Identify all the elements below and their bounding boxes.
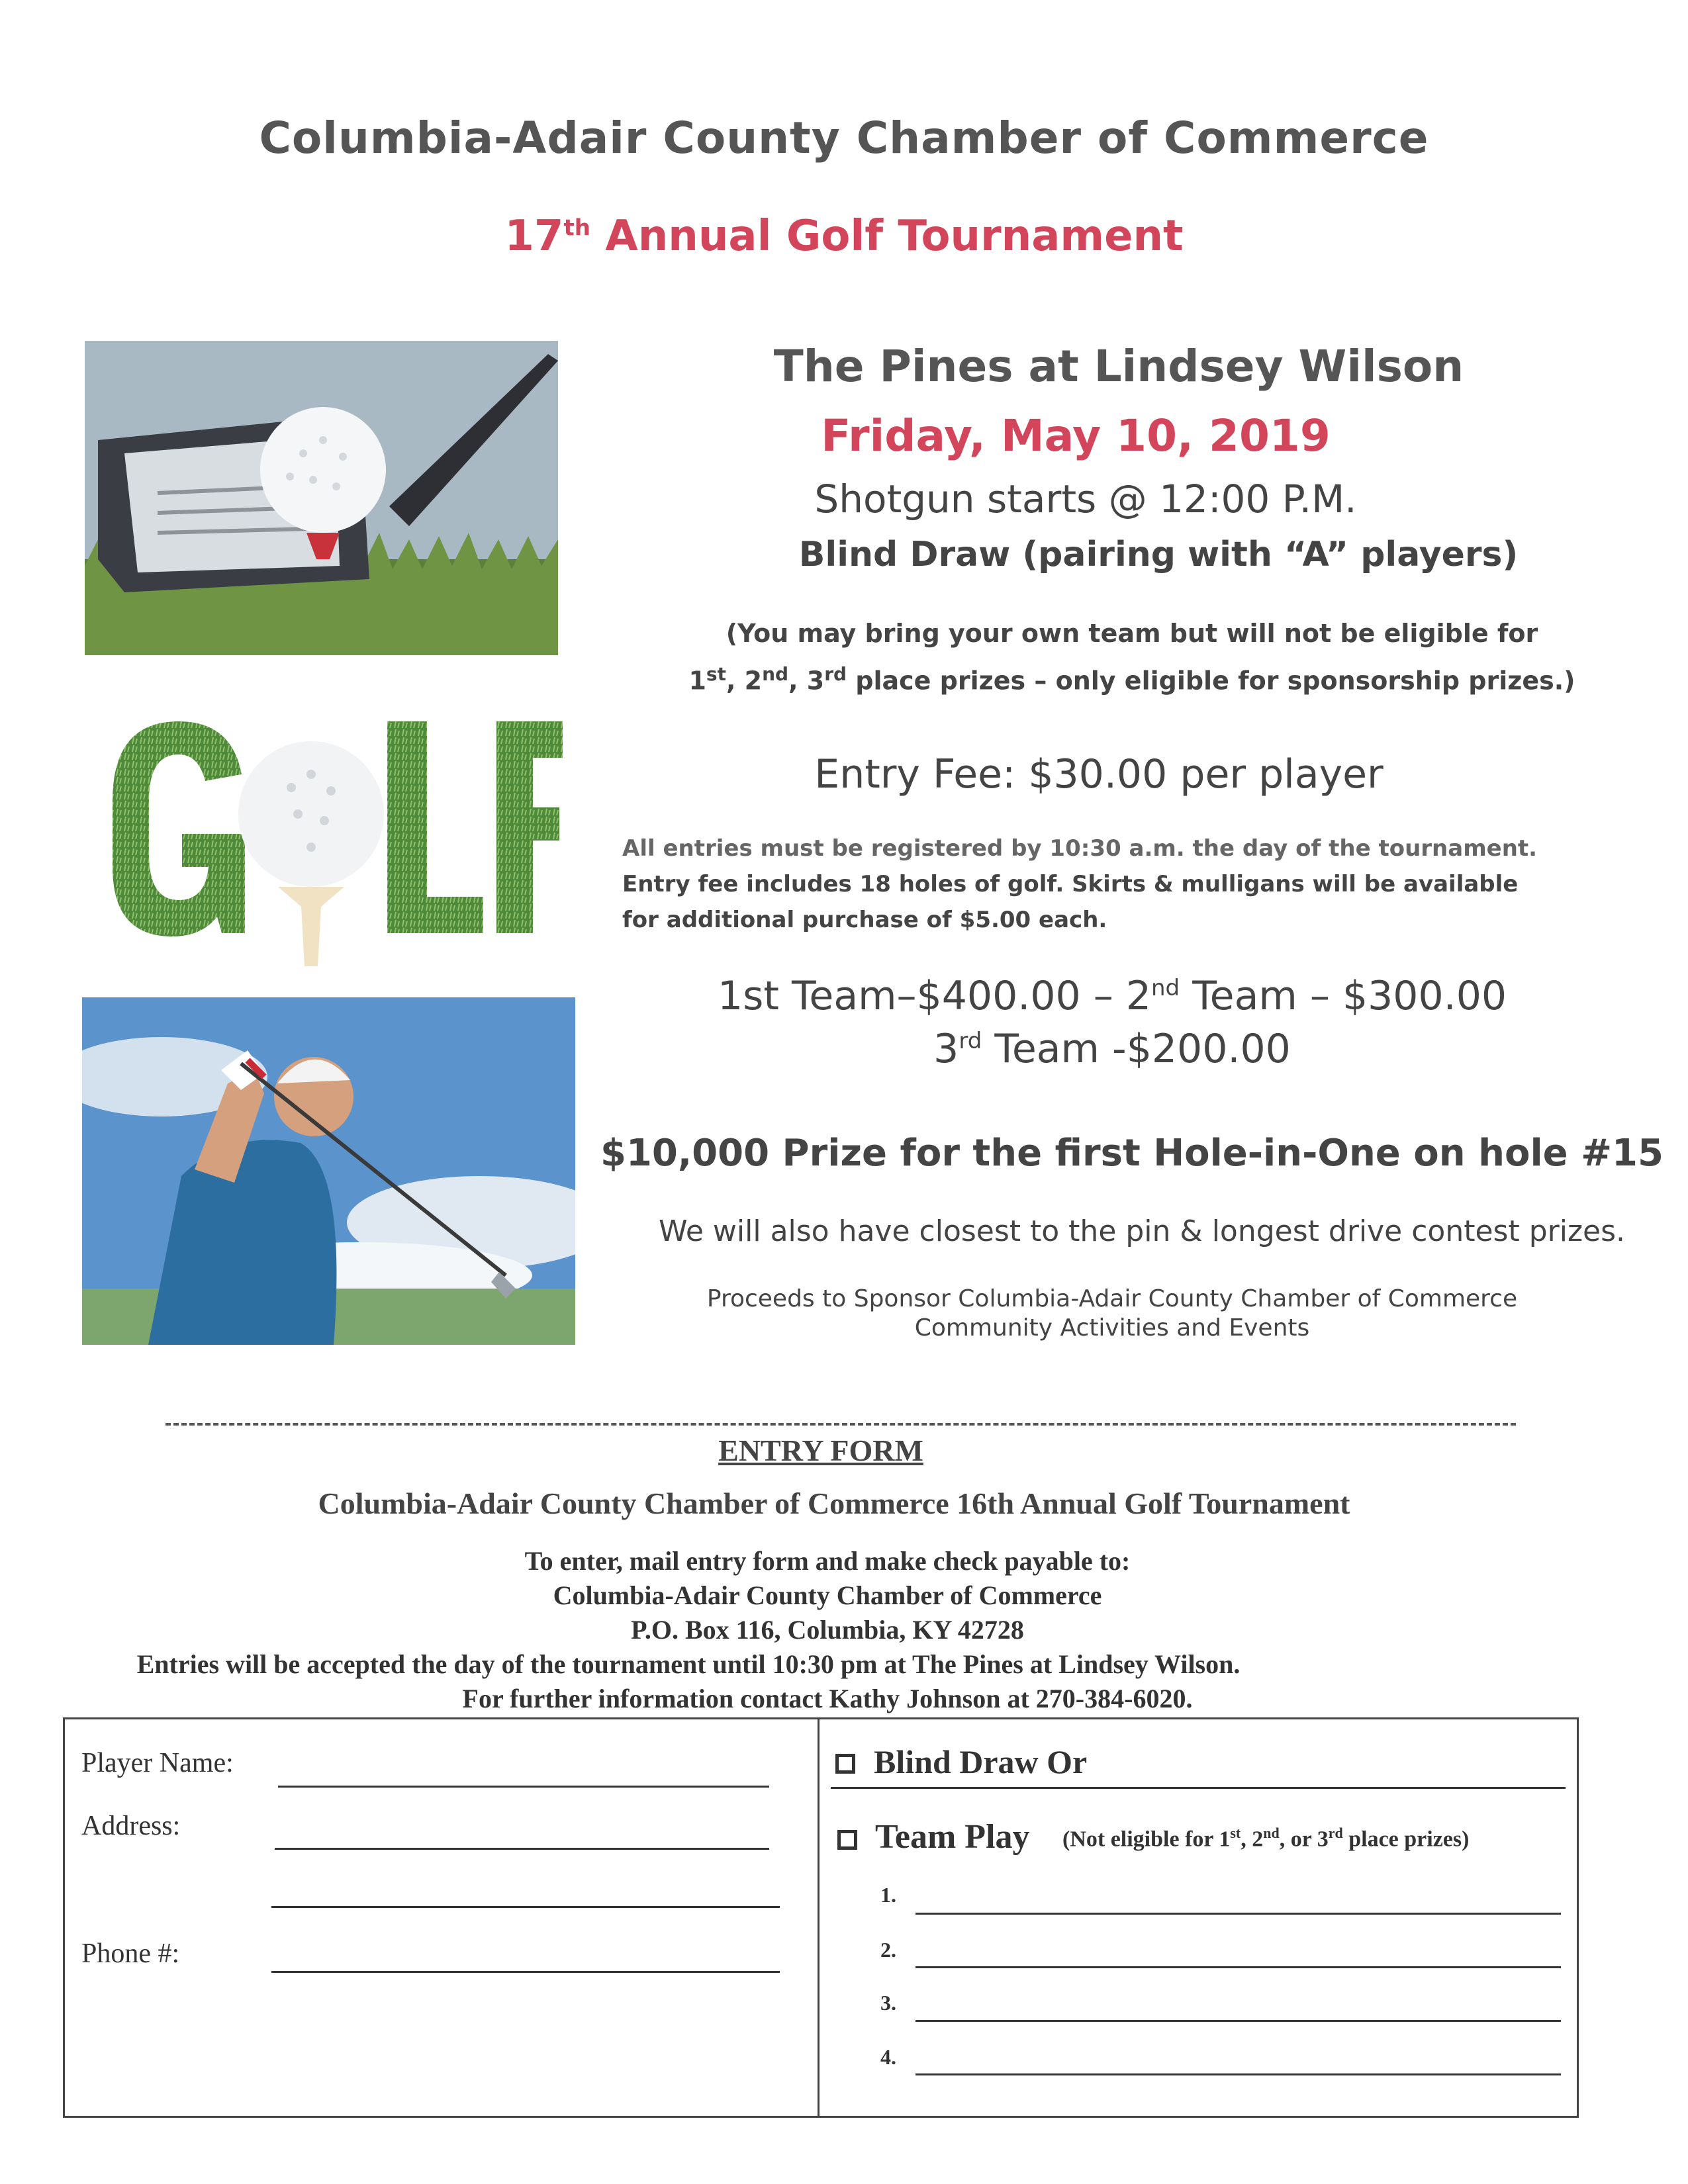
team-play-checkbox[interactable] — [837, 1830, 857, 1850]
own-team-note-line1: (You may bring your own team but will not be eligible for — [726, 619, 1538, 648]
tournament-title — [0, 212, 1688, 261]
cut-line — [165, 1423, 1516, 1426]
player-name-label: Player Name: — [81, 1748, 234, 1778]
instructions-line3: P.O. Box 116, Columbia, KY 42728 — [631, 1615, 1024, 1645]
golfer-swing-icon — [82, 997, 575, 1345]
team-play-note: (Not eligible for 1st, 2nd, or 3rd place prizes) — [1062, 1825, 1470, 1852]
golf-club-photo-svg — [85, 341, 558, 655]
phone-label: Phone #: — [81, 1938, 180, 1969]
event-date: Friday, May 10, 2019 — [821, 410, 1331, 461]
team-member-4-label: 4. — [880, 2045, 896, 2069]
form-column-divider — [818, 1717, 820, 2118]
team-member-1-field[interactable] — [915, 1913, 1561, 1915]
golf-wordmark — [99, 688, 563, 999]
address-field-line2[interactable] — [271, 1906, 780, 1908]
entry-form-title: ENTRY FORM — [718, 1433, 923, 1467]
start-time: Shotgun starts @ 12:00 P.M. — [814, 477, 1357, 522]
hole-in-one-prize: $10,000 Prize for the first Hole-in-One on hole #15 — [600, 1132, 1664, 1175]
play-format: Blind Draw (pairing with “A” players) — [798, 535, 1519, 574]
entry-form-box — [63, 1717, 1579, 2118]
instructions-line2: Columbia-Adair County Chamber of Commerce — [553, 1580, 1102, 1610]
entry-form-subtitle: Columbia-Adair County Chamber of Commerce 16th Annual Golf Tournament — [318, 1486, 1350, 1520]
blind-draw-rule — [831, 1787, 1566, 1789]
organization-title: Columbia-Adair County Chamber of Commerce — [259, 113, 1429, 163]
prizes-line2: 3rd Team -$200.00 — [933, 1026, 1291, 1072]
proceeds-line2: Community Activities and Events — [914, 1314, 1310, 1342]
phone-field[interactable] — [271, 1971, 780, 1973]
address-field-line1[interactable] — [275, 1848, 769, 1850]
team-member-1-label: 1. — [880, 1883, 896, 1907]
instructions-line1: To enter, mail entry form and make check payable to: — [524, 1546, 1131, 1576]
blind-draw-label: Blind Draw Or — [874, 1743, 1088, 1780]
team-member-3-label: 3. — [880, 1991, 896, 2015]
player-name-field[interactable] — [278, 1786, 769, 1788]
golf-club-and-ball-icon — [85, 341, 558, 655]
contest-prizes: We will also have closest to the pin & longest drive contest prizes. — [658, 1214, 1626, 1248]
team-member-2-label: 2. — [880, 1938, 896, 1962]
golfer-swing-photo-svg — [82, 997, 575, 1345]
team-play-label: Team Play — [875, 1818, 1030, 1856]
entry-fee: Entry Fee: $30.00 per player — [814, 751, 1383, 797]
own-team-note-line2: 1st, 2nd, 3rd place prizes – only eligible for sponsorship prizes.) — [688, 663, 1575, 696]
team-member-2-field[interactable] — [915, 1966, 1561, 1968]
address-label: Address: — [81, 1811, 181, 1841]
tournament-title-rest: Annual Golf Tournament — [590, 212, 1184, 261]
venue: The Pines at Lindsey Wilson — [773, 341, 1464, 392]
proceeds-line1: Proceeds to Sponsor Columbia-Adair County Chamber of Commerce — [706, 1285, 1518, 1312]
instructions-line4: Entries will be accepted the day of the tournament until 10:30 pm at The Pines at Lindsey Wilson. — [136, 1649, 1241, 1679]
blind-draw-checkbox[interactable] — [835, 1754, 855, 1774]
golf-wordmark-svg — [99, 688, 563, 999]
team-member-4-field[interactable] — [915, 2073, 1561, 2075]
tournament-ordinal-suffix: th — [563, 214, 590, 242]
entry-fee-includes: Entry fee includes 18 holes of golf. Skirts & mulligans will be available — [622, 871, 1519, 897]
tournament-ordinal: 17 — [504, 212, 564, 261]
prizes-line1: 1st Team–$400.00 – 2nd Team – $300.00 — [717, 973, 1507, 1019]
additional-purchase: for additional purchase of $5.00 each. — [622, 907, 1107, 933]
registration-deadline: All entries must be registered by 10:30 a.m. the day of the tournament. — [622, 835, 1538, 862]
team-member-3-field[interactable] — [915, 2020, 1561, 2022]
instructions-line5: For further information contact Kathy Johnson at 270-384-6020. — [462, 1684, 1193, 1713]
